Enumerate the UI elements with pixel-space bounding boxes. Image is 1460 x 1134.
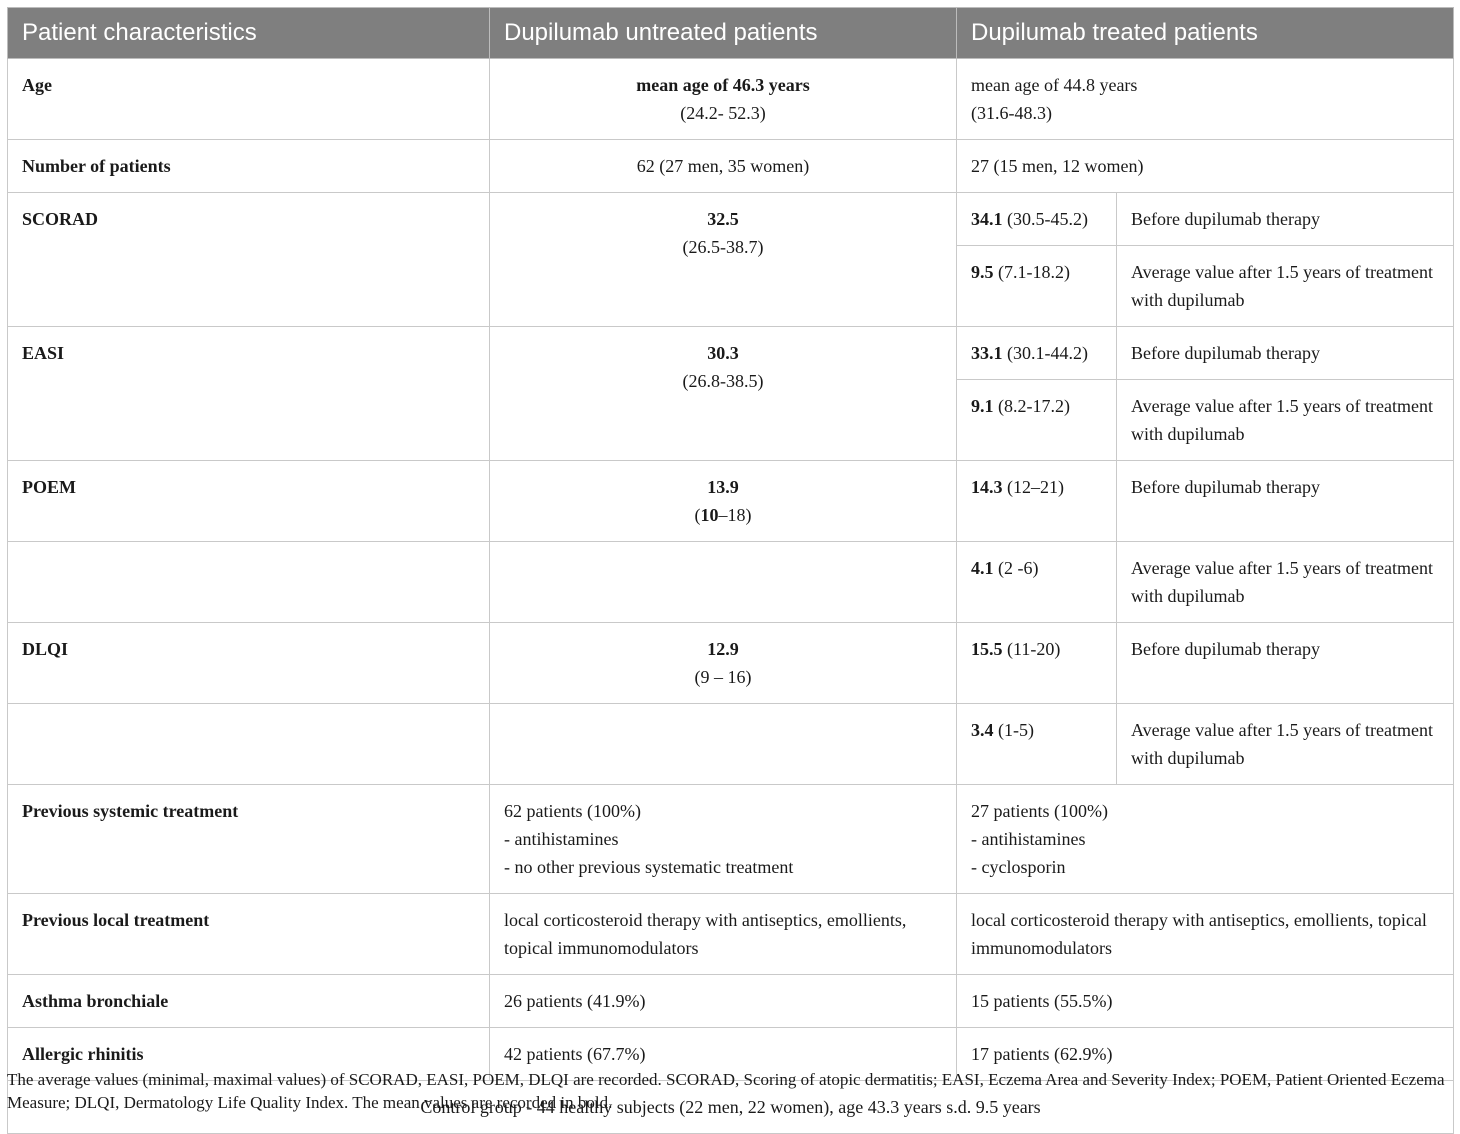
poem-before-mean: 14.3: [971, 477, 1003, 497]
dlqi-untreated-mean: 12.9: [707, 639, 739, 659]
scorad-after-label: Average value after 1.5 years of treatment with dupilumab: [1117, 246, 1454, 327]
poem-before-value: [957, 461, 1117, 542]
age-treated-cell: [957, 59, 1454, 140]
easi-before-range: (30.1-44.2): [1002, 343, 1088, 363]
asthma-treated: 15 patients (55.5%): [957, 975, 1454, 1028]
poem-after-label: Average value after 1.5 years of treatment with dupilumab: [1117, 542, 1454, 623]
header-treated: Dupilumab treated patients: [957, 8, 1454, 59]
row-label-systemic: Previous systemic treatment: [8, 785, 490, 894]
table-header-row: [8, 8, 1454, 59]
dlqi-after-empty-label: [8, 704, 490, 785]
row-label-scorad: SCORAD: [8, 193, 490, 327]
systemic-treated-line3: - cyclosporin: [971, 857, 1066, 877]
table-row-dlqi-before: [8, 623, 1454, 704]
dlqi-after-range: (1-5): [993, 720, 1034, 740]
easi-before-label: Before dupilumab therapy: [1117, 327, 1454, 380]
row-label-age: Age: [8, 59, 490, 140]
easi-untreated-range: (26.8-38.5): [682, 371, 764, 391]
header-patient-characteristics: Patient characteristics: [8, 8, 490, 59]
scorad-after-value: [957, 246, 1117, 327]
dlqi-untreated-cell: [490, 623, 957, 704]
age-untreated-range: (24.2- 52.3): [680, 103, 766, 123]
patient-characteristics-table: [7, 7, 1454, 1134]
patients-untreated: 62 (27 men, 35 women): [490, 140, 957, 193]
scorad-before-range: (30.5-45.2): [1002, 209, 1088, 229]
row-label-dlqi: DLQI: [8, 623, 490, 704]
poem-range-bold: 10: [700, 505, 719, 525]
rhinitis-untreated: 42 patients (67.7%): [490, 1028, 957, 1081]
scorad-untreated-range: (26.5-38.7): [682, 237, 764, 257]
poem-range-open: (: [694, 505, 701, 525]
easi-untreated-cell: [490, 327, 957, 461]
dlqi-before-range: (11-20): [1002, 639, 1061, 659]
poem-before-label: Before dupilumab therapy: [1117, 461, 1454, 542]
table-row-asthma: [8, 975, 1454, 1028]
dlqi-after-label: Average value after 1.5 years of treatment with dupilumab: [1117, 704, 1454, 785]
poem-untreated-mean: 13.9: [707, 477, 739, 497]
local-treated: local corticosteroid therapy with antiseptics, emollients, topical immunomodulators: [957, 894, 1454, 975]
systemic-treated-cell: [957, 785, 1454, 894]
row-label-asthma: Asthma bronchiale: [8, 975, 490, 1028]
header-untreated: Dupilumab untreated patients: [490, 8, 957, 59]
dlqi-after-mean: 3.4: [971, 720, 994, 740]
table-row-scorad-before: [8, 193, 1454, 246]
dlqi-before-value: [957, 623, 1117, 704]
table-row-poem-before: [8, 461, 1454, 542]
age-untreated-mean: mean age of 46.3 years: [636, 75, 810, 95]
poem-after-range: (2 -6): [993, 558, 1039, 578]
systemic-treated-line2: - antihistamines: [971, 829, 1086, 849]
row-label-easi: EASI: [8, 327, 490, 461]
table-row-systemic: [8, 785, 1454, 894]
row-label-local: Previous local treatment: [8, 894, 490, 975]
table-row-patients: [8, 140, 1454, 193]
easi-after-mean: 9.1: [971, 396, 994, 416]
scorad-before-mean: 34.1: [971, 209, 1003, 229]
easi-after-range: (8.2-17.2): [993, 396, 1070, 416]
easi-before-mean: 33.1: [971, 343, 1003, 363]
rhinitis-treated: 17 patients (62.9%): [957, 1028, 1454, 1081]
poem-range-rest: –18): [718, 505, 752, 525]
scorad-after-mean: 9.5: [971, 262, 994, 282]
dlqi-before-label: Before dupilumab therapy: [1117, 623, 1454, 704]
systemic-untreated-line2: - antihistamines: [504, 829, 619, 849]
patients-treated: 27 (15 men, 12 women): [957, 140, 1454, 193]
table-row-local: [8, 894, 1454, 975]
dlqi-before-mean: 15.5: [971, 639, 1003, 659]
poem-before-range: (12–21): [1002, 477, 1064, 497]
dlqi-after-empty-untreated: [490, 704, 957, 785]
row-label-rhinitis: Allergic rhinitis: [8, 1028, 490, 1081]
scorad-after-range: (7.1-18.2): [993, 262, 1070, 282]
local-untreated: local corticosteroid therapy with antiseptics, emollients, topical immunomodulators: [490, 894, 957, 975]
poem-untreated-cell: [490, 461, 957, 542]
poem-after-value: [957, 542, 1117, 623]
scorad-before-label: Before dupilumab therapy: [1117, 193, 1454, 246]
scorad-untreated-cell: [490, 193, 957, 327]
age-untreated-cell: [490, 59, 957, 140]
row-label-patients: Number of patients: [8, 140, 490, 193]
scorad-before-value: [957, 193, 1117, 246]
easi-untreated-mean: 30.3: [707, 343, 739, 363]
systemic-untreated-line3: - no other previous systematic treatment: [504, 857, 794, 877]
table-row-poem-after: [8, 542, 1454, 623]
easi-after-label: Average value after 1.5 years of treatment with dupilumab: [1117, 380, 1454, 461]
dlqi-untreated-range: (9 – 16): [694, 667, 752, 687]
asthma-untreated: 26 patients (41.9%): [490, 975, 957, 1028]
systemic-treated-line1: 27 patients (100%): [971, 801, 1108, 821]
poem-untreated-range: [504, 501, 942, 529]
table-row-dlqi-after: [8, 704, 1454, 785]
dlqi-after-value: [957, 704, 1117, 785]
poem-after-empty-label: [8, 542, 490, 623]
row-label-poem: POEM: [8, 461, 490, 542]
poem-after-mean: 4.1: [971, 558, 994, 578]
table-row-age: [8, 59, 1454, 140]
systemic-untreated-cell: [490, 785, 957, 894]
poem-after-empty-untreated: [490, 542, 957, 623]
age-treated-range: (31.6-48.3): [971, 103, 1052, 123]
systemic-untreated-line1: 62 patients (100%): [504, 801, 641, 821]
easi-after-value: [957, 380, 1117, 461]
age-treated-mean: mean age of 44.8 years: [971, 75, 1138, 95]
table-row-easi-before: [8, 327, 1454, 380]
control-group-text: Control group - 44 healthy subjects (22 men, 22 women), age 43.3 years s.d. 9.5 years: [8, 1081, 1454, 1134]
easi-before-value: [957, 327, 1117, 380]
scorad-untreated-mean: 32.5: [707, 209, 739, 229]
table-footnote: The average values (minimal, maximal values) of SCORAD, EASI, POEM, DLQI are recorded. SCORAD, Scoring of atopic dermatitis; EASI, Eczema Area and Severity Index; POEM, Patient Oriented Eczema Measure; DLQI, Dermatology Life Quality Index. The mean values are recorded in bold.: [7, 1070, 1445, 1112]
